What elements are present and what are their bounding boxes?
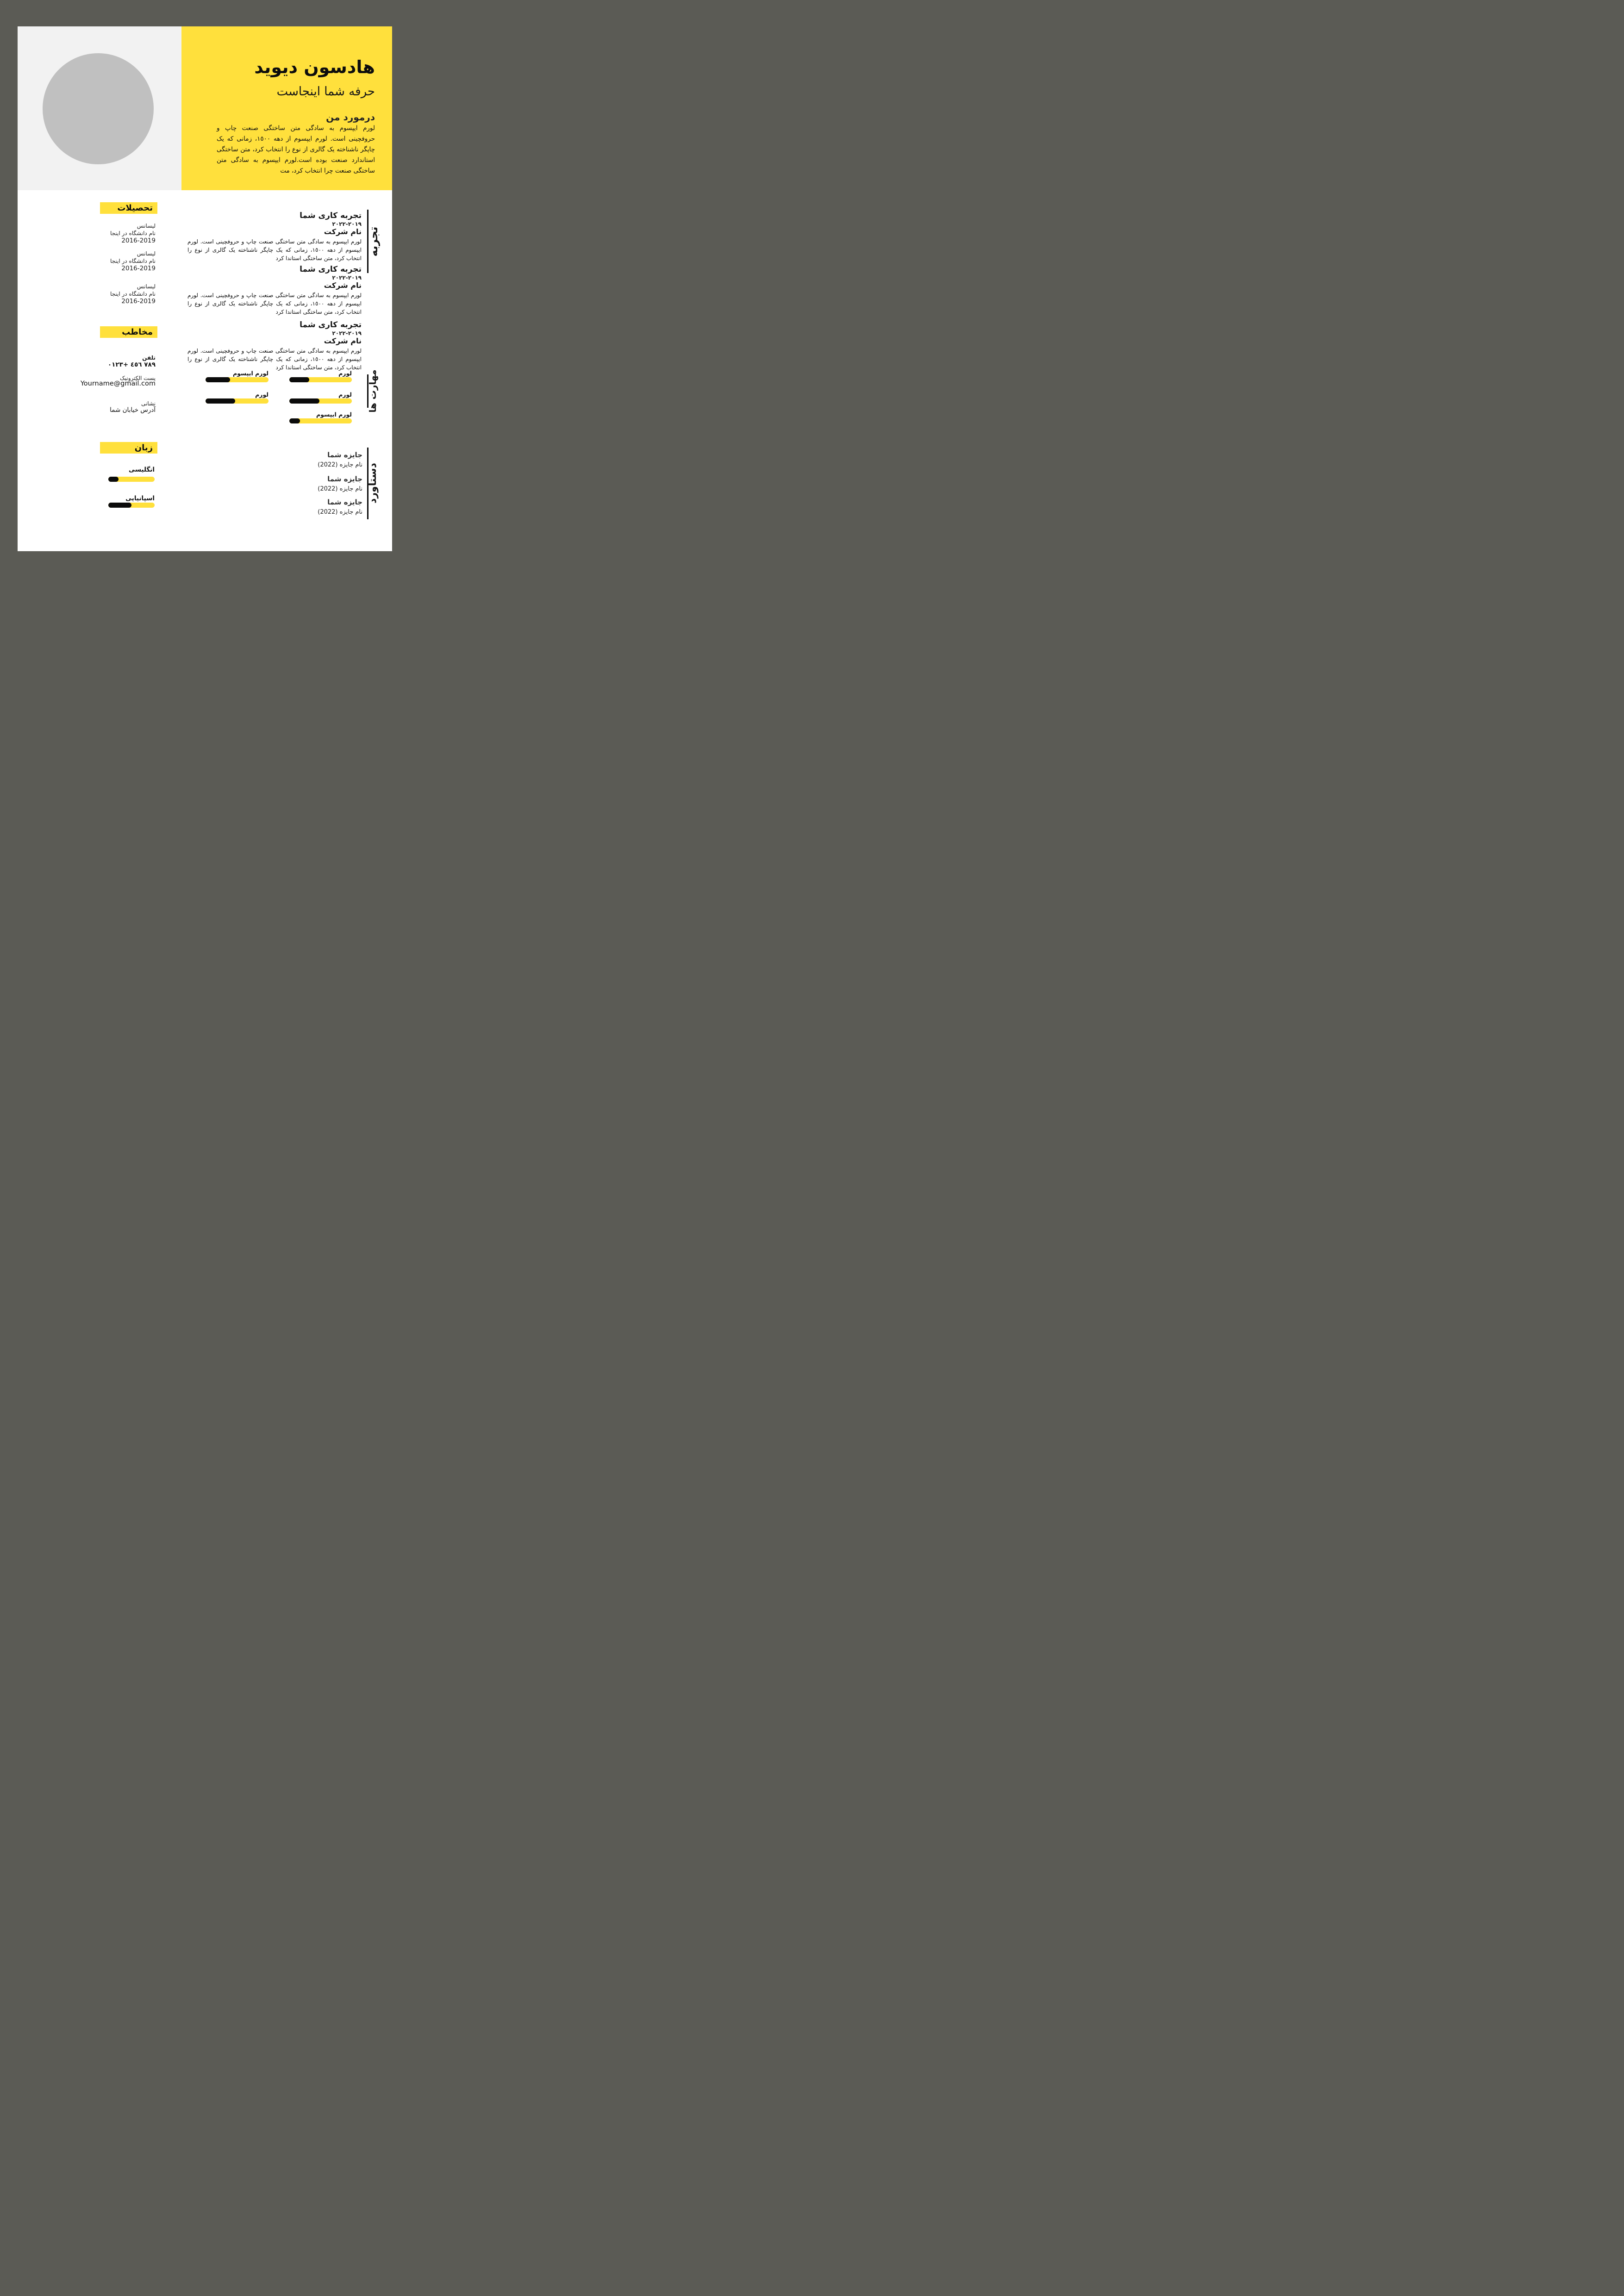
photo-placeholder-box: [18, 26, 181, 190]
skill-progress-fill: [289, 377, 309, 382]
language-progress-fill: [108, 503, 131, 508]
phone-label: تلفن: [142, 355, 156, 361]
about-section-title: درمورد من: [326, 112, 375, 123]
award-entry: [205, 451, 362, 468]
address-label: نشانی: [141, 400, 156, 407]
language-progress-bar: [108, 503, 155, 508]
experience-entry: [187, 212, 362, 262]
years: 2016-2019: [121, 237, 156, 244]
experience-description: لورم ایپسوم به سادگی متن ساختگی صنعت چاپ و حروفچینی است. لورم ایپسوم از دهه ١٥٠٠، زمانی که یک چاپگر ناشناخته یک گالری از نوع را انتخاب کرد، متن ساختگی استاندا کرد: [187, 292, 362, 315]
skill-name: لورم: [338, 391, 352, 398]
experience-company: نام شرکت: [324, 281, 362, 290]
email-value: Yourname@gmail.com: [80, 380, 156, 387]
experience-title: تجربه کاری شما: [300, 265, 362, 274]
experience-dates: ٢٠١٩-٢٠٢٢: [332, 274, 362, 281]
award-title: جایزه شما: [327, 498, 362, 506]
skill-progress-fill: [206, 398, 235, 404]
experience-dates: ٢٠١٩-٢٠٢٢: [332, 330, 362, 336]
degree: لیسانس: [137, 250, 156, 257]
experience-company: نام شرکت: [324, 227, 362, 236]
skill-progress-fill: [289, 418, 300, 423]
award-detail: نام جایزه (2022): [318, 485, 362, 492]
award-title: جایزه شما: [327, 451, 362, 459]
award-detail: نام جایزه (2022): [318, 461, 362, 468]
skill-progress-bar: [289, 377, 352, 382]
skill-progress-bar: [206, 377, 269, 382]
skill-name: لورم ایپسوم: [316, 411, 352, 418]
experience-entry: [187, 321, 362, 372]
experience-title: تجربه کاری شما: [300, 320, 362, 330]
experience-sidebar-label: تجربه: [367, 226, 380, 257]
award-detail: نام جایزه (2022): [318, 509, 362, 516]
degree: لیسانس: [137, 223, 156, 229]
language-name: اسپانیایی: [125, 495, 155, 502]
address-value: آدرس خیابان شما: [110, 406, 156, 414]
experience-title: تجربه کاری شما: [300, 211, 362, 220]
language-name: انگلیسی: [129, 466, 155, 473]
education-entry: [72, 283, 156, 305]
skills-sidebar-label: مهارت ها: [367, 369, 378, 413]
experience-dates: ٢٠١٩-٢٠٢٢: [332, 221, 362, 227]
degree: لیسانس: [137, 283, 156, 290]
about-text: لورم ایپسوم به سادگی متن ساختگی صنعت چاپ و حروفچینی است. لورم ایپسوم از دهه ١٥٠٠، زمانی که یک چاپگر ناشناخته یک گالری از نوع را انتخاب کرد، متن ساختگی استاندارد صنعت بوده است.لورم ایپسوم به سادگی متن ساختگی صنعت چرا انتخاب کرد، مت: [217, 124, 375, 174]
education-entry: [72, 196, 156, 244]
experience-description: لورم ایپسوم به سادگی متن ساختگی صنعت چاپ و حروفچینی است. لورم ایپسوم از دهه ١٥٠٠، زمانی که یک چاپگر ناشناخته یک گالری از نوع را انتخاب کرد، متن ساختگی استاندا کرد: [187, 238, 362, 261]
skill-progress-bar: [206, 398, 269, 404]
header-banner: [181, 26, 392, 190]
skill-progress-fill: [206, 377, 230, 382]
school: نام دانشگاه در اینجا: [110, 230, 156, 236]
award-entry: [205, 475, 362, 492]
skill-name: لورم: [255, 391, 269, 398]
experience-entry: [187, 266, 362, 316]
language-progress-bar: [108, 477, 155, 482]
years: 2016-2019: [121, 298, 156, 305]
award-title: جایزه شما: [327, 475, 362, 483]
phone-value: ٧٨٩ ٤٥٦ +٠١٢٣: [107, 361, 156, 368]
education-entry: [72, 250, 156, 272]
school: نام دانشگاه در اینجا: [110, 258, 156, 264]
skill-name: لورم ایپسوم: [232, 370, 269, 377]
education-section-title: تحصیلات: [100, 202, 157, 214]
school: نام دانشگاه در اینجا: [110, 291, 156, 297]
resume-canvas: [0, 0, 406, 574]
years: 2016-2019: [121, 265, 156, 272]
resume-page: [18, 26, 392, 551]
person-name: هادسون دیوید: [254, 57, 375, 77]
language-progress-fill: [108, 477, 119, 482]
skill-name: لورم: [338, 370, 352, 377]
skill-progress-bar: [289, 398, 352, 404]
avatar: [43, 53, 154, 164]
email-label: پست الکترونیک: [120, 375, 156, 381]
awards-sidebar-label: دستاورد: [367, 463, 379, 504]
experience-company: نام شرکت: [324, 336, 362, 345]
experience-description: لورم ایپسوم به سادگی متن ساختگی صنعت چاپ و حروفچینی است. لورم ایپسوم از دهه ١٥٠٠، زمانی که یک چاپگر ناشناخته یک گالری از نوع را انتخاب کرد، متن ساختگی استاندا کرد: [187, 348, 362, 371]
skill-progress-bar: [289, 418, 352, 423]
award-entry: [205, 498, 362, 516]
profession-subtitle: حرفه شما اینجاست: [276, 85, 375, 99]
language-section-title: زبان: [100, 442, 157, 454]
contact-section-title: مخاطب: [100, 326, 157, 338]
skill-progress-fill: [289, 398, 319, 404]
